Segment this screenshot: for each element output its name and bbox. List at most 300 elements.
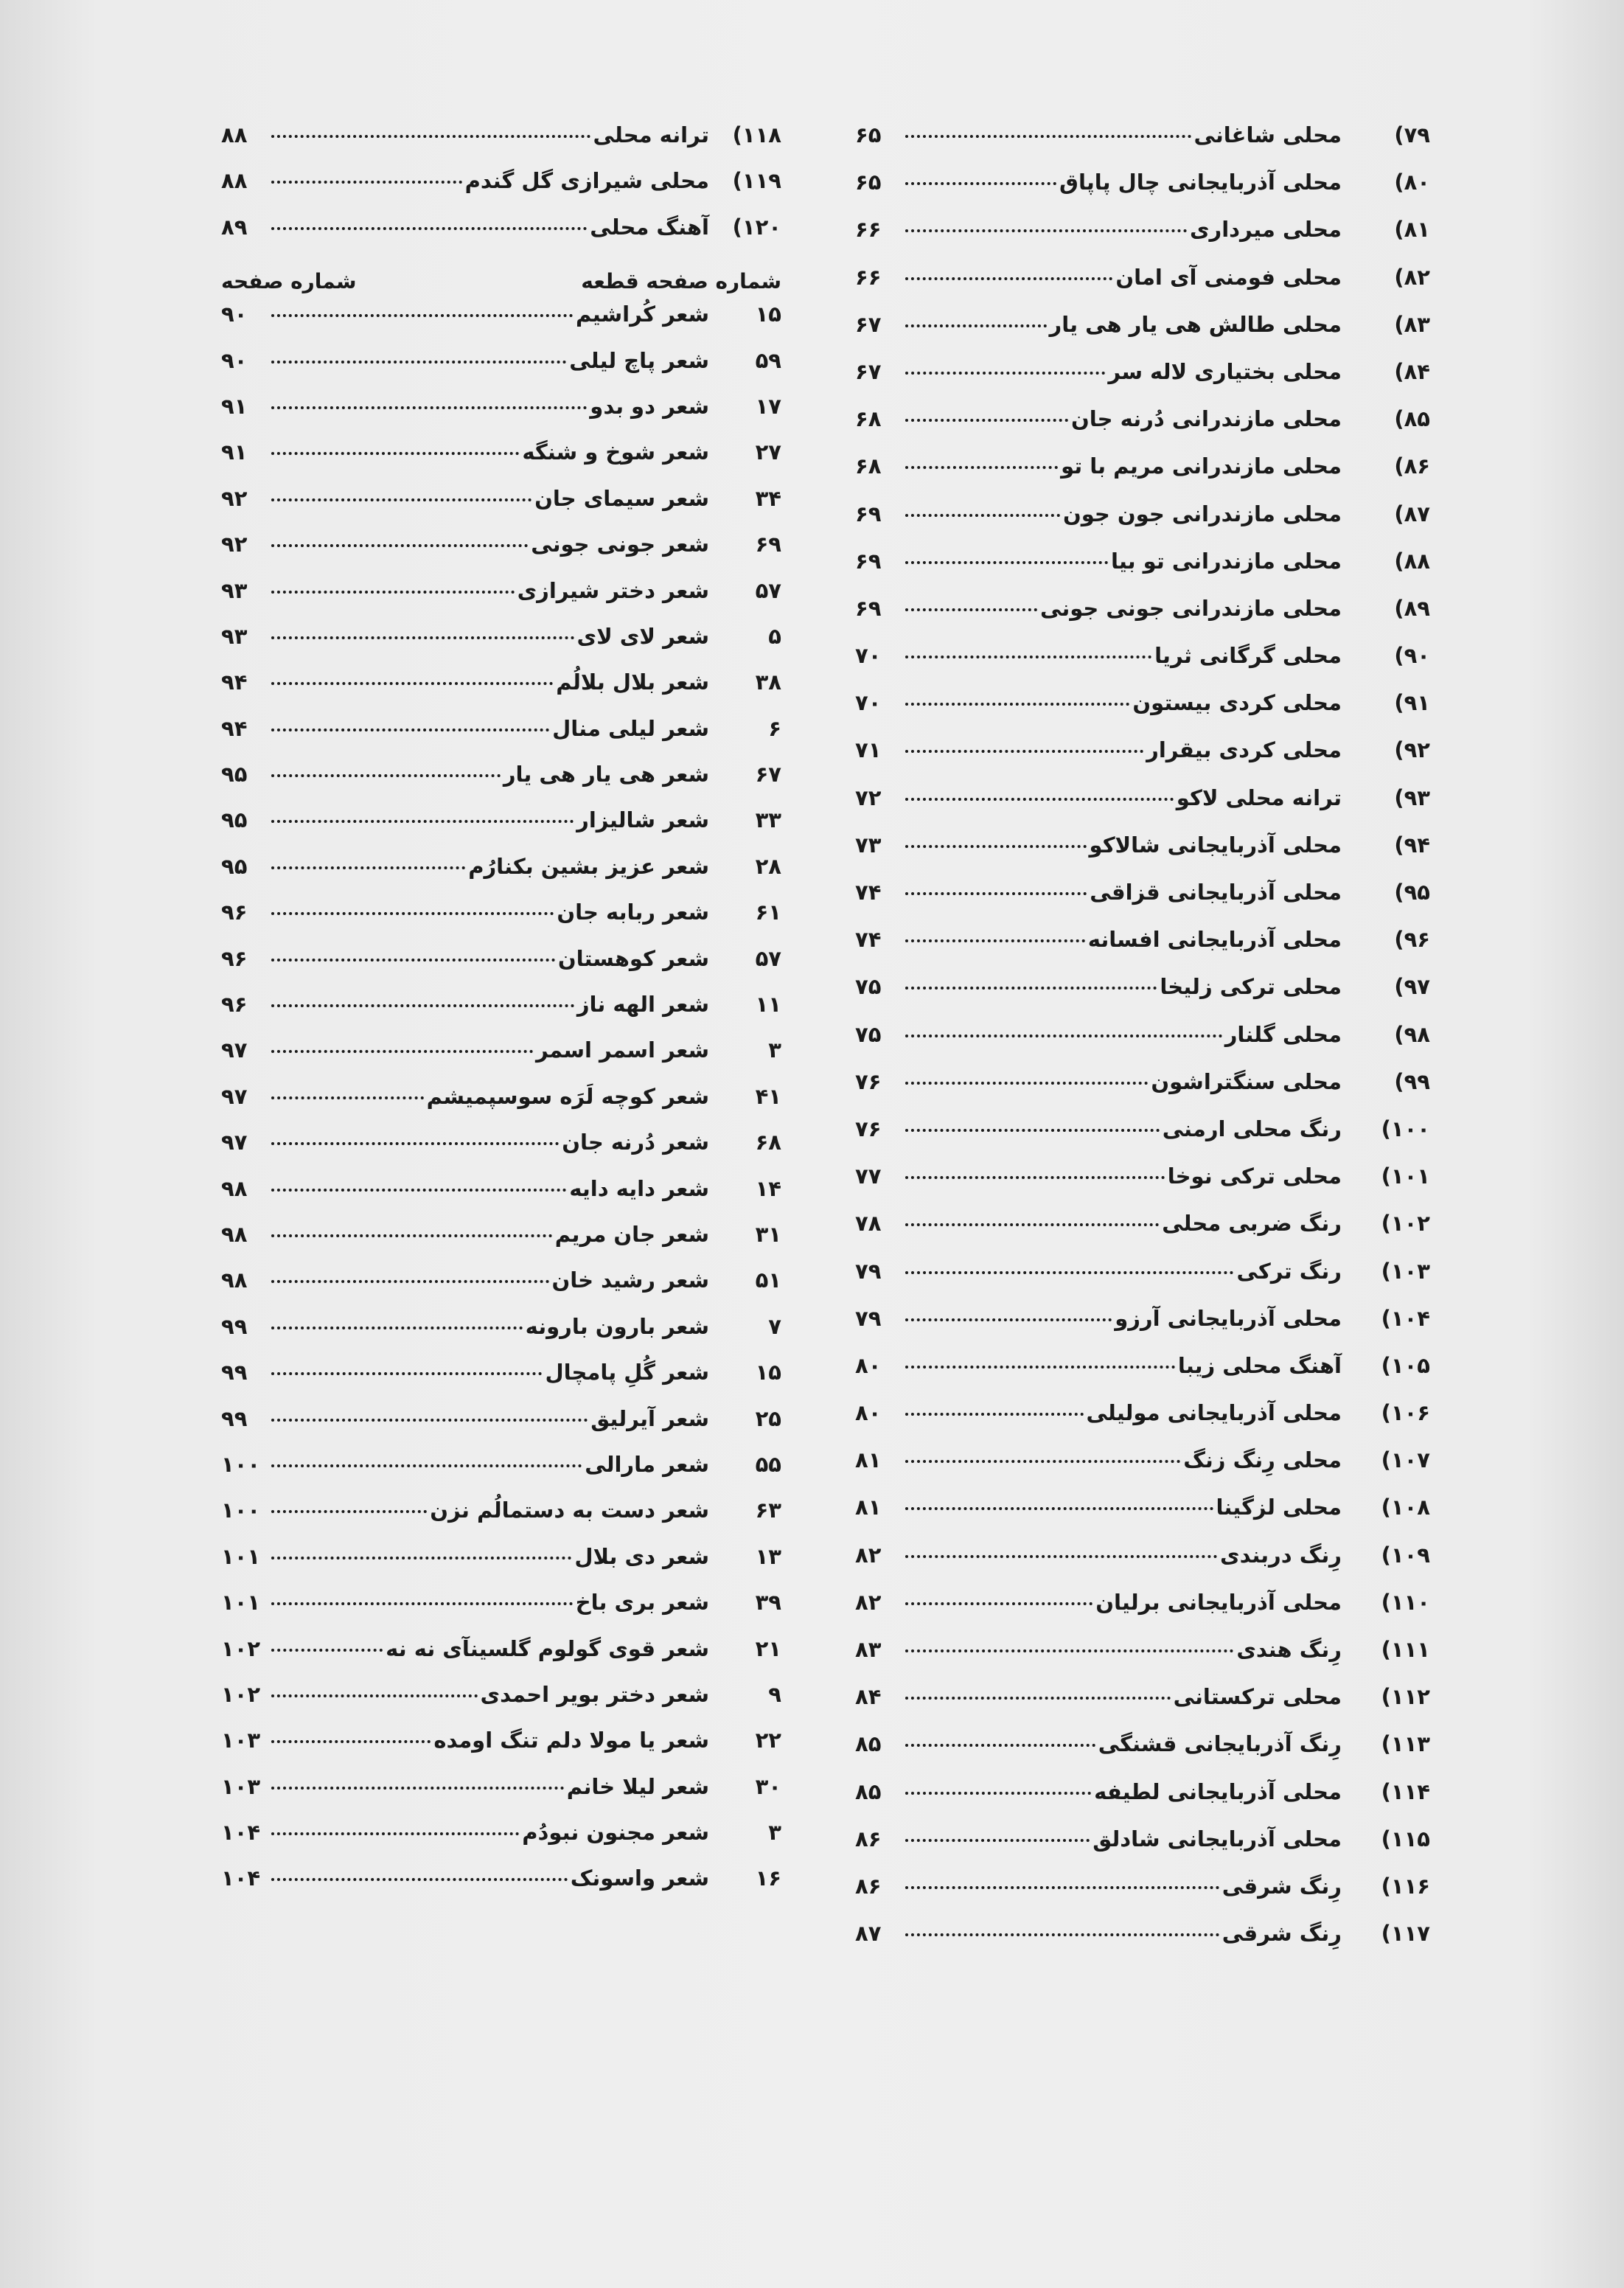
entry-number: ۶۳	[755, 1498, 781, 1523]
entry-title: شعر یا مولا دلم تنگ اومده	[433, 1728, 709, 1753]
entry-number: (۱۰۹	[1381, 1542, 1430, 1568]
entry-number: ۳	[768, 1037, 781, 1063]
entry-page-number: ۶۸	[855, 406, 882, 432]
entry-title: شعر بری باخ	[575, 1590, 709, 1616]
dot-leader	[905, 845, 1087, 848]
entry-number: (۱۱۱	[1381, 1637, 1430, 1662]
entry-title: شعر لای لای	[576, 623, 709, 649]
entry-title: ترانه محلی	[593, 122, 709, 147]
dot-leader	[271, 591, 515, 594]
toc-right-column	[855, 122, 1430, 1968]
entry-title: رنگ ترکی	[1236, 1258, 1342, 1284]
entry-page-number: ۱۰۲	[221, 1635, 261, 1661]
entry-title: شعر شالیزار	[576, 807, 709, 833]
dot-leader	[905, 1886, 1219, 1889]
entry-page-number: ۶۹	[855, 548, 882, 574]
toc-entry	[855, 170, 1430, 217]
entry-title: شعر رشید خان	[551, 1268, 709, 1293]
entry-title: شعر گُلِ پامچال	[545, 1360, 709, 1385]
entry-number: (۱۲۰	[732, 214, 781, 240]
entry-page-number: ۹۶	[221, 900, 248, 925]
entry-page-number: ۹۷	[221, 1130, 248, 1155]
toc-left-column	[221, 122, 781, 1912]
entry-number: ۲۱	[755, 1635, 781, 1661]
dot-leader	[271, 774, 501, 777]
entry-number: (۹۹	[1394, 1068, 1430, 1094]
entry-page-number: ۱۰۳	[221, 1728, 261, 1753]
entry-title: شعر دست به دستمالُم نزن	[430, 1498, 709, 1523]
entry-page-number: ۱۰۳	[221, 1773, 261, 1799]
dot-leader	[271, 1694, 478, 1697]
entry-page-number: ۷۵	[855, 974, 882, 1000]
dot-leader	[905, 1744, 1095, 1747]
toc-entry	[221, 1222, 781, 1268]
entry-number: (۹۷	[1394, 974, 1430, 1000]
dot-leader	[905, 1555, 1217, 1558]
dot-leader	[271, 959, 555, 962]
entry-number: (۸۳	[1394, 311, 1430, 337]
dot-leader	[905, 182, 1056, 185]
toc-entry	[221, 1084, 781, 1130]
dot-leader	[271, 1787, 564, 1790]
toc-entry	[855, 1874, 1430, 1921]
entry-page-number: ۸۸	[221, 122, 248, 147]
entry-title: شعر جان مریم	[554, 1221, 709, 1247]
entry-page-number: ۸۵	[855, 1778, 882, 1804]
dot-leader	[271, 1096, 424, 1099]
entry-number: (۱۰۱	[1381, 1164, 1430, 1189]
toc-entry	[855, 1637, 1430, 1684]
entry-page-number: ۸۰	[855, 1400, 882, 1426]
toc-entry	[221, 670, 781, 715]
entry-number: (۱۰۶	[1381, 1400, 1430, 1426]
dot-leader	[905, 1035, 1222, 1037]
entry-number: (۱۰۸	[1381, 1495, 1430, 1520]
toc-entry	[221, 1728, 781, 1773]
dot-leader	[905, 561, 1108, 564]
dot-leader	[905, 1697, 1171, 1700]
entry-page-number: ۶۸	[855, 453, 882, 479]
toc-entry	[855, 549, 1430, 596]
toc-entry	[855, 1164, 1430, 1211]
entry-title: شعر مجنون نبودُم	[522, 1820, 709, 1846]
entry-number: ۶	[768, 715, 781, 741]
toc-entry	[221, 1820, 781, 1865]
entry-title: شعر کُراشیم	[576, 302, 709, 327]
toc-entry	[855, 453, 1430, 501]
dot-leader	[905, 1082, 1148, 1085]
toc-entry	[221, 1176, 781, 1222]
entry-number: ۵۹	[755, 347, 781, 373]
dot-leader	[271, 452, 519, 455]
toc-entry	[221, 716, 781, 762]
toc-entry	[221, 532, 781, 577]
entry-title: محلی رِنگ زنگ	[1183, 1447, 1342, 1473]
toc-entry	[855, 596, 1430, 643]
toc-entry	[855, 1069, 1430, 1116]
entry-title: محلی آذربایجانی مولیلی	[1086, 1400, 1342, 1426]
entry-number: (۱۰۰	[1381, 1116, 1430, 1141]
entry-page-number: ۶۹	[855, 595, 882, 621]
entry-page-number: ۹۸	[221, 1175, 248, 1201]
entry-number: (۸۵	[1394, 406, 1430, 432]
dot-leader	[271, 1234, 552, 1237]
entry-number: (۸۴	[1394, 358, 1430, 384]
entry-page-number: ۱۰۴	[221, 1865, 261, 1891]
toc-entry	[855, 974, 1430, 1021]
entry-number: ۳۴	[755, 485, 781, 511]
dot-leader	[271, 1464, 582, 1467]
toc-entry	[221, 900, 781, 945]
entry-page-number: ۹۸	[221, 1268, 248, 1293]
poems-header-piece-label: شماره صفحه قطعه	[581, 268, 781, 293]
entry-title: شعر دو بدو	[590, 393, 709, 419]
entry-number: ۶۹	[755, 532, 781, 557]
entry-title: شعر قوی گولوم گلسینآی نه نه	[386, 1635, 709, 1661]
entry-page-number: ۹۳	[221, 577, 248, 603]
entry-page-number: ۸۹	[221, 214, 248, 240]
entry-number: ۲۸	[755, 853, 781, 879]
dot-leader	[905, 277, 1112, 280]
entry-number: ۳۹	[755, 1590, 781, 1616]
entry-page-number: ۸۸	[221, 168, 248, 194]
toc-entry	[855, 785, 1430, 832]
dot-leader	[271, 1649, 383, 1652]
entry-title: شعر اسمر اسمر	[535, 1037, 709, 1063]
entry-title: محلی آذربایجانی برلیان	[1095, 1589, 1342, 1615]
entry-page-number: ۸۳	[855, 1637, 882, 1662]
dot-leader	[271, 1878, 568, 1881]
entry-number: ۵	[768, 623, 781, 649]
entry-number: (۱۱۷	[1381, 1921, 1430, 1947]
entry-title: محلی میرداری	[1189, 217, 1342, 243]
toc-entry	[221, 1406, 781, 1452]
toc-entry	[855, 1211, 1430, 1258]
dot-leader	[905, 1176, 1165, 1179]
entry-title: شعر دختر شیرازی	[517, 577, 709, 603]
toc-entry	[221, 946, 781, 992]
toc-poem-entries	[221, 302, 781, 1912]
entry-title: شعر دختر بویر احمدی	[480, 1681, 709, 1707]
entry-page-number: ۷۷	[855, 1164, 882, 1189]
toc-entry	[221, 215, 781, 260]
entry-page-number: ۹۹	[221, 1360, 248, 1385]
dot-leader	[271, 1326, 523, 1329]
entry-number: (۷۹	[1394, 122, 1430, 147]
toc-entry	[855, 1684, 1430, 1731]
dot-leader	[905, 1649, 1233, 1652]
entry-title: رِنگ هندی	[1236, 1637, 1342, 1662]
entry-title: رِنگ شرقی	[1222, 1873, 1342, 1899]
entry-title: شعر ربابه جان	[557, 900, 709, 925]
dot-leader	[271, 498, 532, 501]
entry-number: ۱۴	[755, 1175, 781, 1201]
entry-title: شعر آیرلیق	[590, 1405, 709, 1431]
toc-left-top-entries	[221, 122, 781, 260]
entry-page-number: ۹۴	[221, 715, 248, 741]
dot-leader	[905, 324, 1047, 327]
entry-title: محلی شیرازی گل گندم	[464, 168, 709, 194]
entry-title: شعر کوچه لَرَه سوسپمیشم	[426, 1083, 709, 1109]
entry-title: شعر لیلا خانم	[566, 1773, 709, 1799]
entry-title: محلی گرگانی ثریا	[1154, 643, 1342, 669]
entry-title: محلی مازندرانی دُرنه جان	[1071, 406, 1342, 432]
entry-number: ۲۷	[755, 439, 781, 465]
entry-number: ۱۳	[755, 1543, 781, 1569]
toc-entry	[855, 1543, 1430, 1590]
entry-number: ۲۵	[755, 1405, 781, 1431]
entry-title: شعر عزیز بشین بکنارُم	[468, 853, 709, 879]
toc-entry	[221, 1498, 781, 1543]
toc-entry	[221, 1590, 781, 1635]
dot-leader	[905, 1933, 1219, 1936]
entry-page-number: ۷۱	[855, 737, 882, 763]
entry-number: (۹۴	[1394, 832, 1430, 858]
entry-number: (۸۹	[1394, 595, 1430, 621]
toc-entry	[221, 1636, 781, 1682]
toc-entry	[221, 1314, 781, 1360]
entry-number: (۱۱۶	[1381, 1873, 1430, 1899]
dot-leader	[905, 798, 1174, 801]
entry-page-number: ۹۱	[221, 439, 248, 465]
toc-entry	[855, 690, 1430, 737]
entry-number: ۷	[768, 1313, 781, 1339]
entry-number: (۱۰۲	[1381, 1211, 1430, 1237]
toc-entry	[221, 854, 781, 900]
dot-leader	[905, 987, 1157, 990]
dot-leader	[905, 1507, 1213, 1510]
toc-entry	[221, 122, 781, 168]
dot-leader	[271, 544, 528, 547]
entry-number: ۲۲	[755, 1728, 781, 1753]
entry-title: محلی مازندرانی تو بیا	[1110, 548, 1342, 574]
dot-leader	[271, 1419, 588, 1422]
entry-page-number: ۷۰	[855, 643, 882, 669]
entry-page-number: ۱۰۱	[221, 1590, 261, 1616]
entry-title: محلی طالش هی یار هی یار	[1049, 311, 1342, 337]
dot-leader	[271, 636, 574, 639]
dot-leader	[271, 1510, 427, 1513]
entry-number: ۴۱	[755, 1083, 781, 1109]
dot-leader	[271, 361, 566, 364]
dot-leader	[905, 608, 1037, 611]
dot-leader	[905, 1602, 1092, 1605]
entry-page-number: ۹۶	[221, 992, 248, 1018]
entry-number: (۱۱۳	[1381, 1731, 1430, 1757]
entry-number: ۶۸	[755, 1130, 781, 1155]
toc-entry	[855, 122, 1430, 170]
entry-number: (۹۱	[1394, 690, 1430, 716]
entry-page-number: ۷۸	[855, 1211, 882, 1237]
dot-leader	[905, 892, 1087, 895]
entry-number: (۸۰	[1394, 170, 1430, 195]
toc-entry	[855, 217, 1430, 264]
entry-page-number: ۹۷	[221, 1083, 248, 1109]
entry-page-number: ۹۶	[221, 945, 248, 971]
dot-leader	[905, 135, 1191, 138]
entry-page-number: ۷۰	[855, 690, 882, 716]
dot-leader	[905, 1223, 1159, 1226]
entry-number: (۱۱۴	[1381, 1778, 1430, 1804]
entry-title: محلی بختیاری لاله سر	[1108, 358, 1342, 384]
toc-entry	[855, 1116, 1430, 1164]
dot-leader	[271, 1832, 519, 1835]
entry-title: محلی آذربایجانی افسانه	[1087, 927, 1342, 953]
dot-leader	[905, 1460, 1180, 1463]
entry-page-number: ۱۰۰	[221, 1498, 261, 1523]
dot-leader	[905, 1129, 1160, 1132]
entry-page-number: ۸۷	[855, 1921, 882, 1947]
toc-entry	[221, 486, 781, 532]
entry-title: محلی آذربایجانی قزاقی	[1090, 880, 1342, 905]
toc-entry	[855, 1495, 1430, 1542]
entry-number: (۸۶	[1394, 453, 1430, 479]
dot-leader	[905, 1318, 1112, 1321]
toc-entry	[221, 1682, 781, 1728]
toc-entry	[855, 643, 1430, 690]
entry-number: (۱۱۹	[732, 168, 781, 194]
toc-entry	[855, 1353, 1430, 1400]
toc-entry	[221, 348, 781, 394]
toc-entry	[221, 992, 781, 1037]
toc-entry	[855, 359, 1430, 406]
toc-entry	[855, 1826, 1430, 1874]
entry-title: محلی فومنی آی امان	[1115, 264, 1342, 290]
dot-leader	[905, 750, 1143, 753]
entry-number: ۵۷	[755, 945, 781, 971]
dot-leader	[905, 514, 1060, 517]
dot-leader	[271, 1280, 549, 1283]
dot-leader	[271, 1004, 574, 1007]
entry-page-number: ۹۴	[221, 670, 248, 695]
entry-number: (۸۱	[1394, 217, 1430, 243]
dot-leader	[905, 372, 1105, 375]
entry-page-number: ۹۰	[221, 302, 248, 327]
entry-number: (۱۱۰	[1381, 1589, 1430, 1615]
entry-title: محلی ترکی زلیخا	[1160, 974, 1342, 1000]
entry-title: محلی ترکی نوخا	[1167, 1164, 1342, 1189]
entry-page-number: ۹۷	[221, 1037, 248, 1063]
toc-entry	[855, 1022, 1430, 1069]
entry-title: شعر بلال بلالُم	[556, 670, 709, 695]
entry-title: محلی آذربایجانی آرزو	[1115, 1305, 1342, 1331]
entry-title: شعر بارون بارونه	[525, 1313, 709, 1339]
entry-title: محلی آذربایجانی شادلق	[1092, 1826, 1342, 1851]
entry-page-number: ۶۵	[855, 122, 882, 147]
entry-page-number: ۹۲	[221, 485, 248, 511]
entry-page-number: ۹۲	[221, 532, 248, 557]
toc-entry	[221, 1037, 781, 1083]
toc-entry	[221, 1130, 781, 1175]
toc-entry	[855, 406, 1430, 453]
entry-number: ۱۷	[755, 393, 781, 419]
dot-leader	[905, 1839, 1090, 1842]
entry-page-number: ۸۶	[855, 1873, 882, 1899]
entry-number: ۹	[768, 1681, 781, 1707]
entry-number: ۱۵	[755, 1360, 781, 1385]
entry-page-number: ۹۳	[221, 623, 248, 649]
entry-page-number: ۹۵	[221, 762, 248, 787]
entry-title: رنگ محلی ارمنی	[1162, 1116, 1342, 1141]
entry-title: محلی کردی بیستون	[1132, 690, 1342, 716]
entry-number: (۸۸	[1394, 548, 1430, 574]
dot-leader	[905, 656, 1151, 658]
dot-leader	[905, 1792, 1091, 1795]
entry-page-number: ۸۱	[855, 1447, 882, 1473]
toc-entry	[855, 312, 1430, 359]
dot-leader	[271, 406, 587, 409]
toc-entry	[855, 1259, 1430, 1306]
entry-page-number: ۸۴	[855, 1684, 882, 1710]
dot-leader	[271, 314, 573, 317]
toc-entry	[855, 1590, 1430, 1637]
entry-page-number: ۸۲	[855, 1589, 882, 1615]
entry-title: محلی آذربایجانی چال پاپاق	[1059, 170, 1342, 195]
dot-leader	[271, 1189, 566, 1192]
toc-entry	[221, 302, 781, 347]
entry-number: (۱۱۲	[1381, 1684, 1430, 1710]
entry-page-number: ۷۶	[855, 1068, 882, 1094]
entry-number: ۳۰	[755, 1773, 781, 1799]
toc-entry	[221, 394, 781, 439]
entry-title: شعر واسونک	[570, 1865, 709, 1891]
entry-title: شعر مارالی	[585, 1451, 709, 1477]
entry-title: محلی کردی بیقرار	[1146, 737, 1342, 763]
entry-title: رنگ ضربی محلی	[1162, 1211, 1342, 1237]
entry-title: آهنگ محلی زیبا	[1177, 1352, 1342, 1378]
entry-title: ترانه محلی لاکو	[1176, 785, 1342, 810]
entry-title: محلی سنگتراشون	[1151, 1068, 1342, 1094]
dot-leader	[905, 229, 1187, 232]
toc-entry	[221, 762, 781, 807]
dot-leader	[271, 912, 554, 915]
toc-entry	[855, 265, 1430, 312]
entry-number: (۹۳	[1394, 785, 1430, 810]
toc-entry	[855, 927, 1430, 974]
entry-page-number: ۹۵	[221, 853, 248, 879]
toc-entry	[221, 578, 781, 624]
entry-number: (۱۰۵	[1381, 1352, 1430, 1378]
entry-page-number: ۷۵	[855, 1021, 882, 1047]
entry-number: (۸۷	[1394, 501, 1430, 526]
entry-title: شعر شوخ و شنگه	[522, 439, 709, 465]
toc-entry	[855, 1306, 1430, 1353]
entry-page-number: ۷۶	[855, 1116, 882, 1141]
entry-page-number: ۷۳	[855, 832, 882, 858]
entry-page-number: ۶۹	[855, 501, 882, 526]
entry-title: شعر کوهستان	[557, 945, 709, 971]
entry-number: ۱۶	[755, 1865, 781, 1891]
entry-title: شعر الهه ناز	[576, 992, 709, 1018]
entry-number: ۳۱	[755, 1221, 781, 1247]
entry-title: محلی مازندرانی جون جون	[1062, 501, 1342, 526]
entry-number: ۶۱	[755, 900, 781, 925]
poems-header	[221, 260, 781, 302]
entry-page-number: ۸۰	[855, 1352, 882, 1378]
entry-title: شعر لیلی منال	[552, 715, 709, 741]
entry-number: (۹۰	[1394, 643, 1430, 669]
entry-number: ۵۵	[755, 1451, 781, 1477]
entry-title: آهنگ محلی	[590, 214, 709, 240]
entry-page-number: ۷۹	[855, 1258, 882, 1284]
entry-number: ۵۷	[755, 577, 781, 603]
toc-entry	[221, 1544, 781, 1590]
entry-page-number: ۱۰۱	[221, 1543, 261, 1569]
entry-page-number: ۶۶	[855, 264, 882, 290]
dot-leader	[271, 729, 549, 731]
dot-leader	[905, 1413, 1084, 1416]
entry-page-number: ۶۷	[855, 358, 882, 384]
